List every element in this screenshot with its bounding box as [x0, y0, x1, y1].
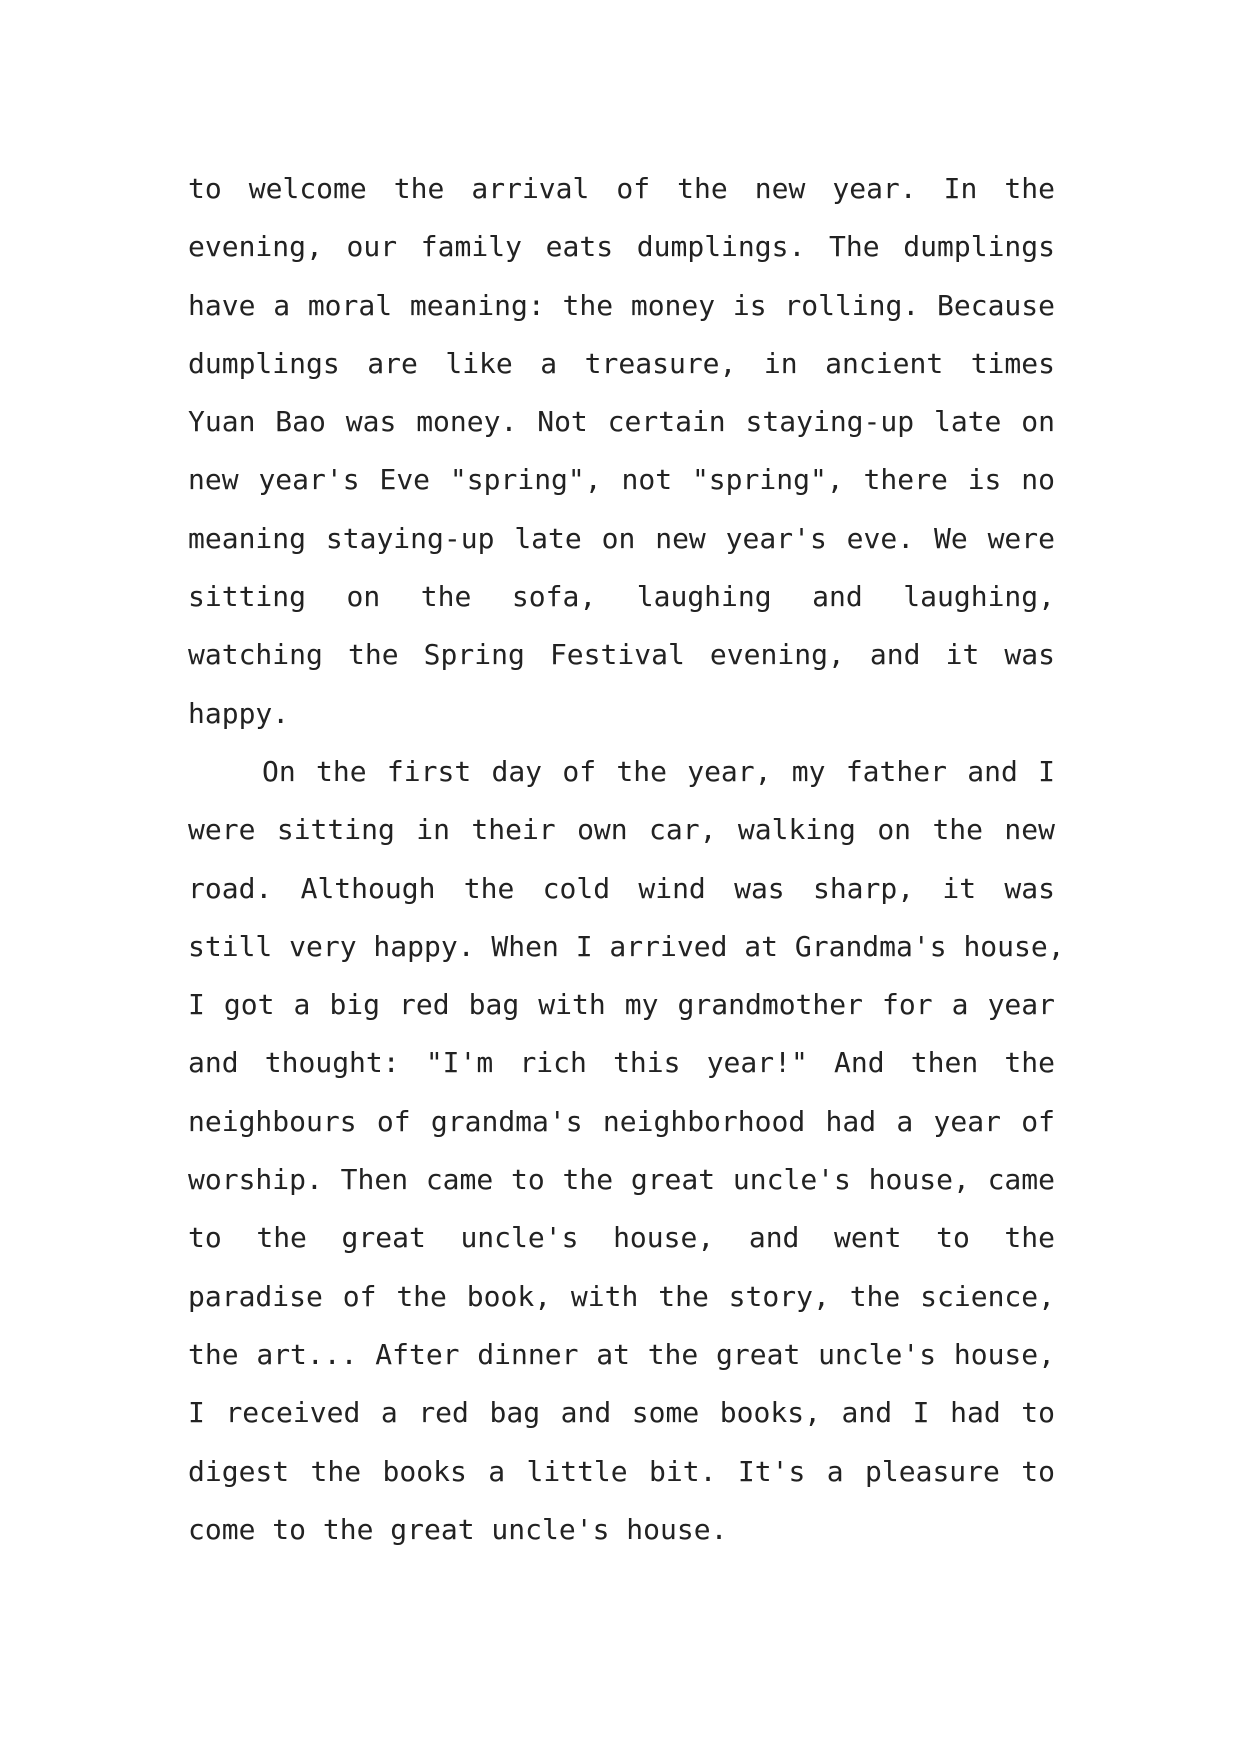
- text-line: sitting on the sofa, laughing and laughing,: [188, 580, 1055, 614]
- text-line: dumplings are like a treasure, in ancient times: [188, 346, 1055, 380]
- text-line: the art... After dinner at the great uncle's house,: [188, 1337, 1055, 1371]
- text-line: were sitting in their own car, walking on the new: [188, 813, 1055, 847]
- body-text: [188, 160, 1065, 1559]
- text-line: to welcome the arrival of the new year. In the: [188, 172, 1055, 205]
- text-line: evening, our family eats dumplings. The dumplings: [188, 230, 1055, 264]
- text-line: have a moral meaning: the money is rolling. Because: [188, 288, 1055, 322]
- text-line: paradise of the book, with the story, the science,: [188, 1279, 1055, 1313]
- text-line: meaning staying-up late on new year's eve. We were: [188, 521, 1055, 555]
- text-line: new year's Eve "spring", not "spring", there is no: [188, 463, 1055, 497]
- text-line: come to the great uncle's house.: [188, 1512, 728, 1546]
- text-line: and thought: "I'm rich this year!" And then the: [188, 1046, 1055, 1080]
- text-line: Yuan Bao was money. Not certain staying-up late on: [188, 405, 1055, 439]
- text-line: I got a big red bag with my grandmother for a year: [188, 988, 1055, 1022]
- text-line: still very happy. When I arrived at Grandma's house,: [188, 929, 1065, 963]
- text-line: road. Although the cold wind was sharp, it was: [188, 871, 1055, 905]
- text-line: happy.: [188, 696, 290, 730]
- text-line: watching the Spring Festival evening, and it was: [188, 638, 1055, 672]
- paragraph-first-line: On the first day of the year, my father and I: [262, 754, 1055, 788]
- text-line: to the great uncle's house, and went to the: [188, 1221, 1055, 1255]
- text-line: digest the books a little bit. It's a pleasure to: [188, 1454, 1055, 1488]
- text-line: neighbours of grandma's neighborhood had a year of: [188, 1104, 1055, 1138]
- text-line: I received a red bag and some books, and I had to: [188, 1396, 1055, 1430]
- text-line: worship. Then came to the great uncle's house, came: [188, 1163, 1055, 1197]
